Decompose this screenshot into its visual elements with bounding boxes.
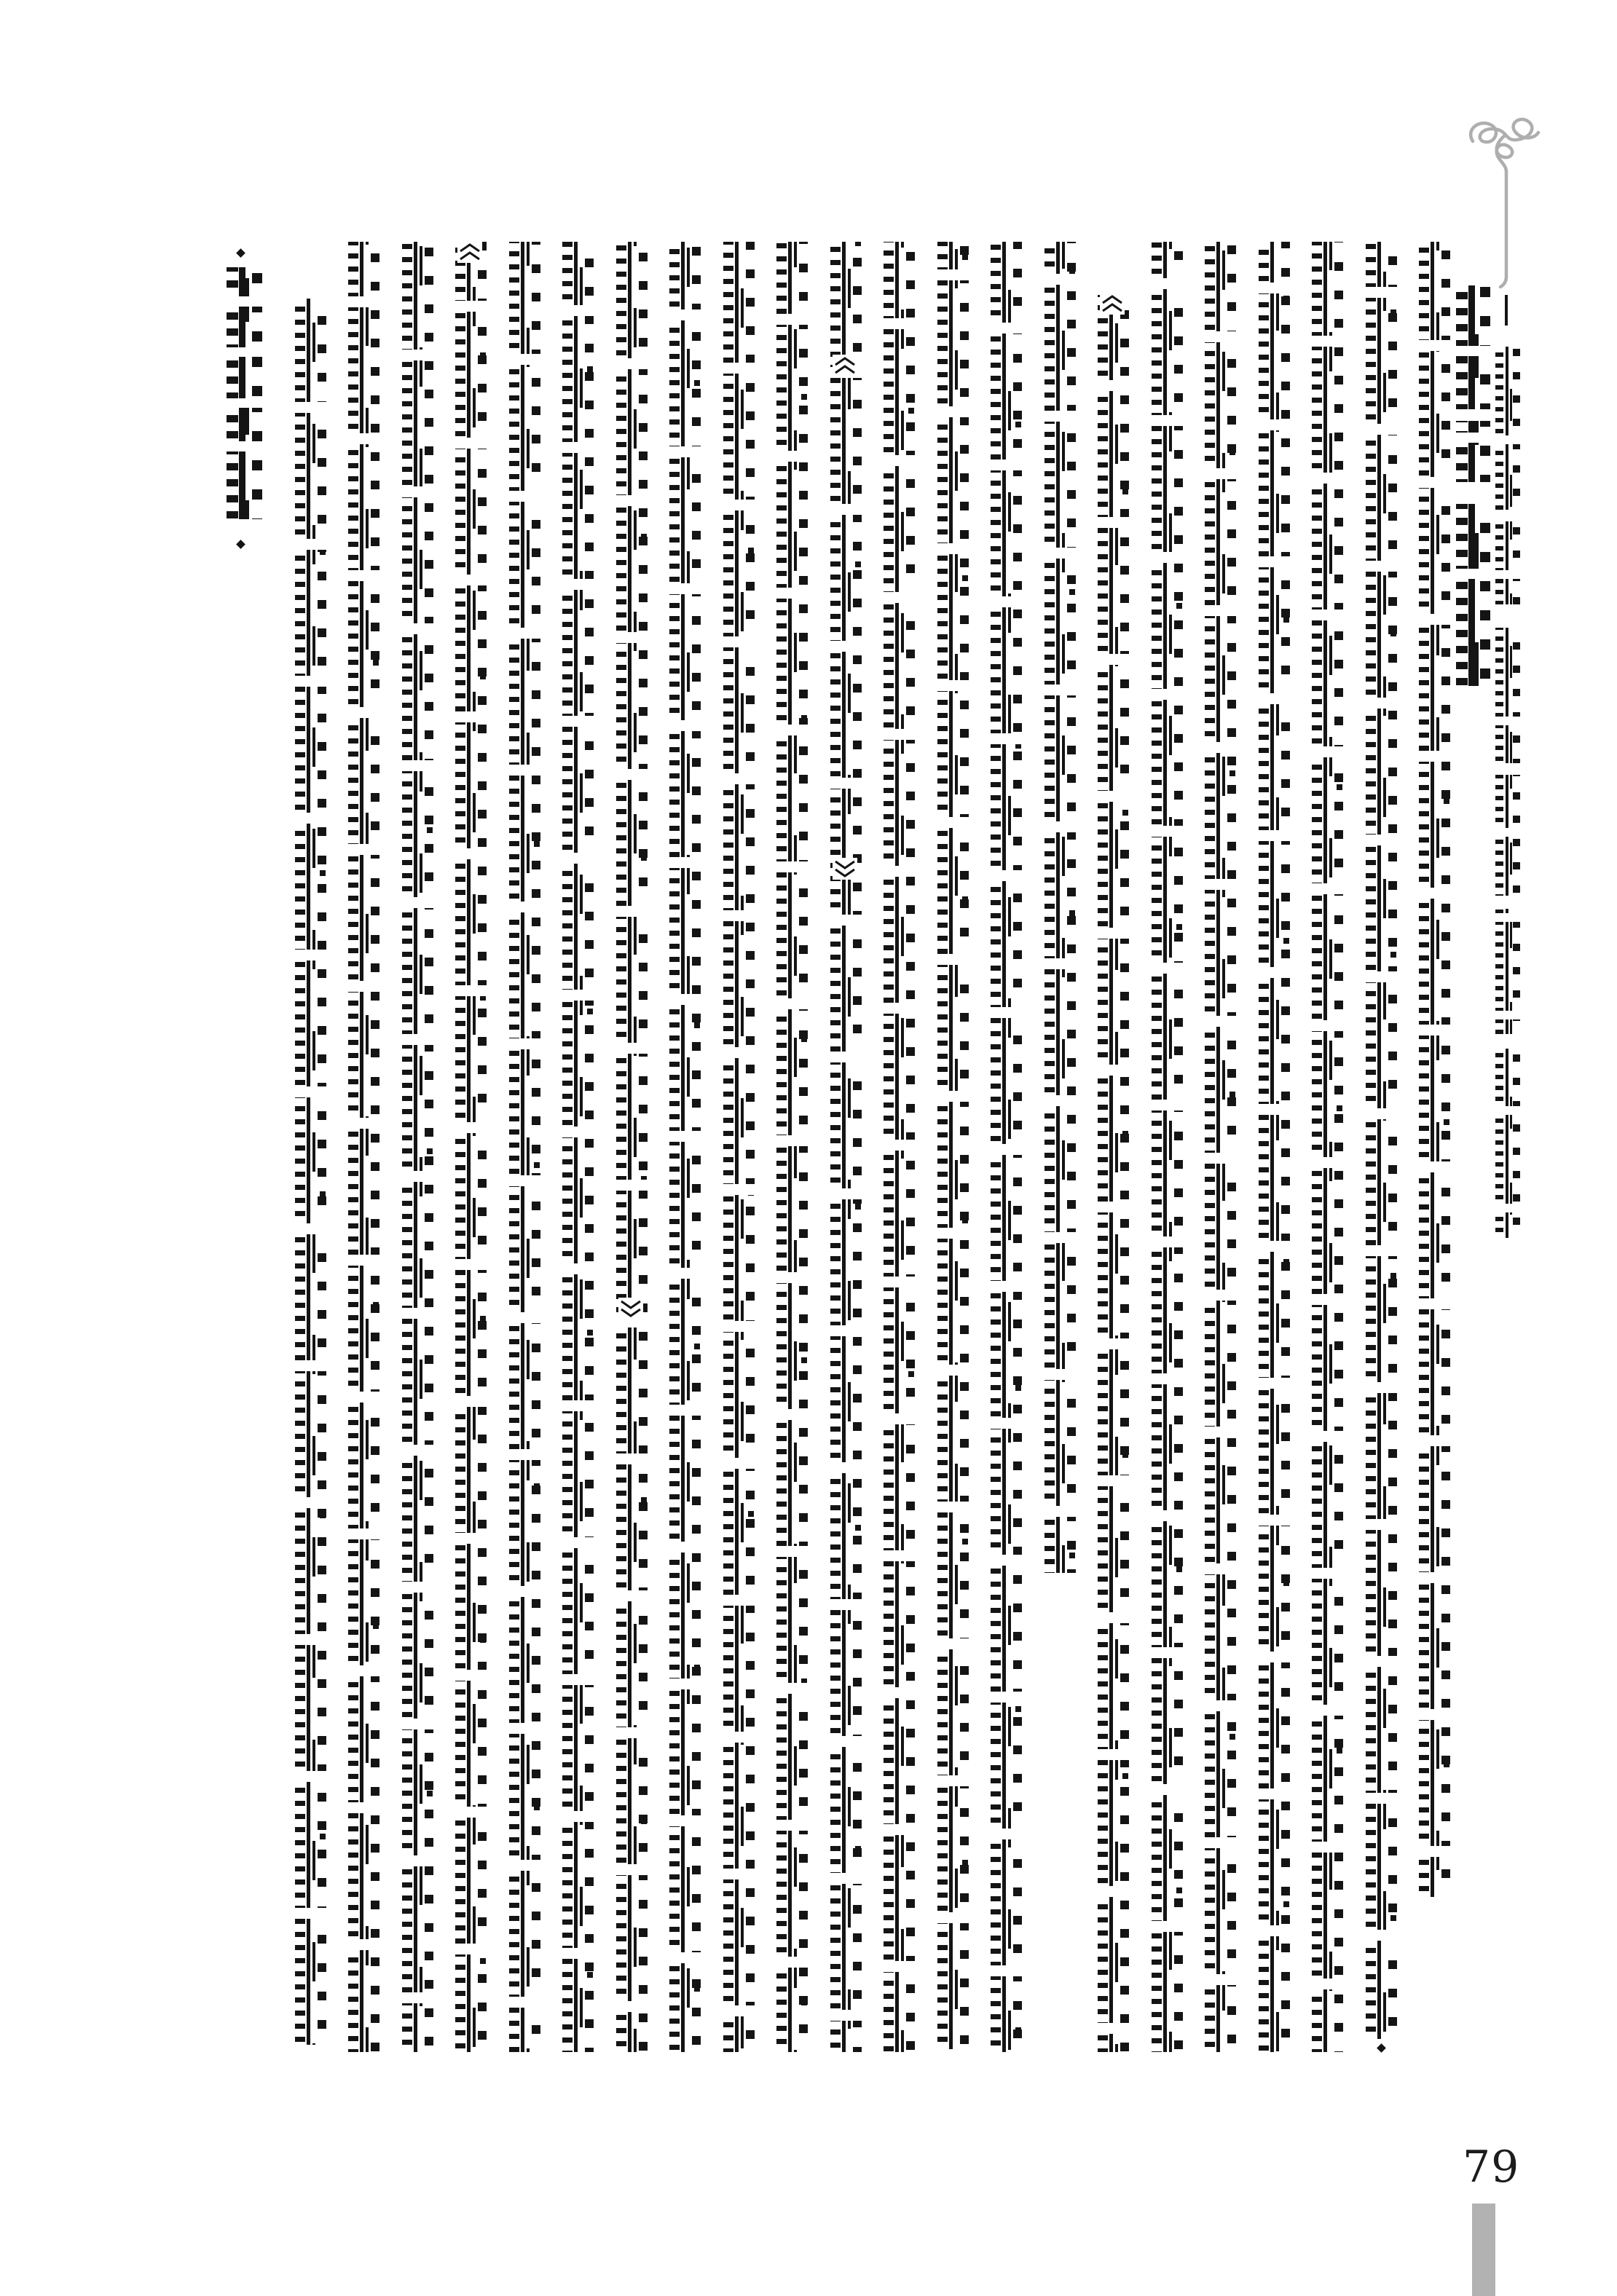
mongolian-word-run [347,242,380,2052]
mongolian-word-run [225,408,263,519]
punctuation-dot [236,248,245,258]
mongolian-text-column [401,242,434,2052]
mongolian-text-column [508,242,541,2052]
mongolian-text-column [1257,242,1291,2052]
mongolian-text-column [1096,295,1130,2052]
mongolian-word-run [615,242,648,2052]
page-number: 79 [1463,2142,1520,2193]
mongolian-word-run [775,242,808,2052]
mongolian-word-run [882,242,916,2052]
mongolian-text-column [829,242,862,2052]
mongolian-word-run [454,242,487,2052]
mongolian-word-run [1455,421,1491,482]
mongolian-word-run [1203,242,1237,2052]
mongolian-text-column [561,242,594,2052]
mongolian-text-column [294,299,327,2052]
mongolian-text-column [989,242,1023,2052]
chapter-title-column [1455,285,1491,686]
mongolian-text-column [668,242,701,2052]
mongolian-word-run [401,242,434,2052]
mongolian-word-run [508,242,541,2052]
mongolian-word-run [225,267,263,347]
mongolian-word-run [1455,504,1491,686]
mongolian-text-column [882,242,916,2052]
mongolian-word-run [1495,619,1521,763]
mongolian-word-run [722,242,755,2052]
quote-open-mark [457,241,482,263]
mongolian-word-run [561,242,594,2052]
mongolian-word-run [936,242,969,2052]
mongolian-word-run [1364,242,1398,2039]
mongolian-word-run [668,242,701,2052]
mongolian-word-run [1455,285,1491,409]
quote-open-mark [1100,293,1125,315]
epigraph-dash [1505,295,1508,326]
mongolian-text-column [1203,242,1237,2052]
mongolian-word-run [1495,909,1521,1034]
punctuation-dot [1377,2043,1386,2053]
mongolian-word-run [1495,1049,1521,1238]
quote-close-mark [833,858,857,880]
mongolian-word-run [1495,342,1521,510]
mongolian-word-run [1495,521,1521,604]
mongolian-text-column [1043,242,1077,1573]
mongolian-text-column [1310,242,1344,2052]
mongolian-word-run [1417,242,1451,1897]
mongolian-text-column [775,242,808,2052]
section-heading-column [225,267,263,519]
mongolian-word-run [829,242,862,2052]
mongolian-word-run [225,357,263,398]
mongolian-text-column [936,242,969,2052]
mongolian-text-column [347,242,380,2052]
mongolian-text-column [1364,242,1398,2039]
mongolian-text-column [722,242,755,2052]
mongolian-word-run [1310,242,1344,2052]
mongolian-text-column [615,242,648,2052]
mongolian-text-column [1417,242,1451,1897]
mongolian-word-run [294,299,327,2052]
quote-close-mark [618,1298,643,1319]
mongolian-word-run [1096,295,1130,2052]
quote-open-mark [833,355,857,376]
punctuation-dot [236,540,245,549]
mongolian-word-run [1150,242,1184,2052]
mongolian-text-column [1150,242,1184,2052]
mongolian-word-run [1043,242,1077,1573]
page-edge-tab [1472,2204,1495,2296]
mongolian-word-run [1495,775,1521,896]
mongolian-word-run [989,242,1023,2052]
chapter-ornament-icon [1463,115,1544,290]
epigraph-column [1495,342,1521,1238]
mongolian-word-run [1257,242,1291,2052]
mongolian-text-column [454,242,487,2052]
